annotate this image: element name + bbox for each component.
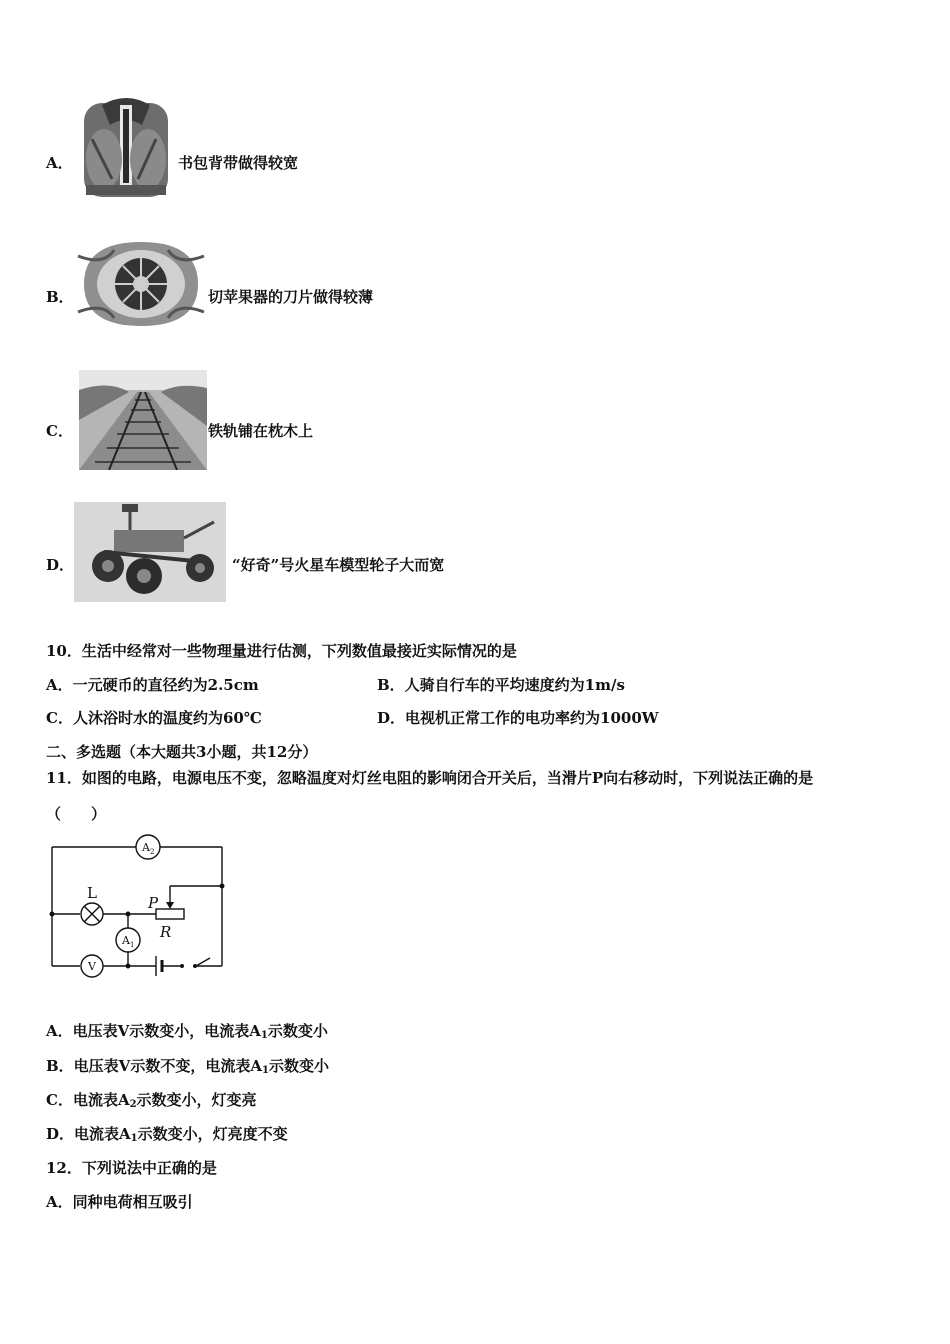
- slider-label: P: [148, 894, 159, 912]
- option-letter: D．: [46, 556, 75, 574]
- option-letter: C．: [46, 422, 73, 440]
- apple-slicer-image: [74, 236, 208, 332]
- option-b: B．电压表V示数不变，电流表$A_1$示数变小: [46, 1057, 329, 1076]
- a2-meter-label: A: [142, 841, 150, 854]
- answer-parentheses: （ ）: [46, 805, 107, 823]
- question-stem: 10．生活中经常对一些物理量进行估测，下列数值最接近实际情况的是: [46, 642, 517, 660]
- railway-image: [79, 370, 207, 470]
- a1-meter-label: A: [122, 934, 130, 947]
- section-heading: 二、多选题（本大题共3小题，共12分）: [46, 743, 318, 761]
- option-text: 铁轨铺在枕木上: [208, 422, 314, 440]
- option-a: A．同种电荷相互吸引: [46, 1193, 193, 1211]
- voltmeter-label: V: [88, 960, 96, 973]
- option-a: A．电压表V示数变小，电流表$A_1$示数变小: [46, 1022, 328, 1041]
- option-a: A．一元硬币的直径约为2.5cm: [46, 676, 259, 694]
- option-letter: B．: [46, 288, 74, 306]
- resistor-label: R: [160, 923, 172, 941]
- a2-meter-sub: 2: [150, 848, 155, 856]
- mars-rover-image: [74, 502, 226, 602]
- option-d: D．电视机正常工作的电功率约为1000W: [377, 709, 659, 727]
- option-letter: A．: [46, 154, 73, 172]
- backpack-image: [72, 95, 178, 201]
- option-text: 书包背带做得较宽: [178, 154, 299, 172]
- question-stem: 12．下列说法中正确的是: [46, 1159, 217, 1177]
- circuit-diagram: [44, 832, 234, 980]
- option-text: 切苹果器的刀片做得较薄: [208, 288, 374, 306]
- lamp-label: L: [87, 884, 97, 902]
- a1-meter-sub: 1: [130, 941, 135, 949]
- option-d: D．电流表$A_1$示数变小，灯亮度不变: [46, 1125, 288, 1144]
- option-c: C．电流表$A_2$示数变小，灯变亮: [46, 1091, 257, 1110]
- option-text: “好奇”号火星车模型轮子大而宽: [232, 556, 445, 574]
- question-stem: 11．如图的电路，电源电压不变，忽略温度对灯丝电阻的影响闭合开关后，当滑片P向右移动时，下列说法正确的是: [46, 769, 814, 787]
- option-b: B．人骑自行车的平均速度约为1m/s: [377, 676, 625, 694]
- option-c: C．人沐浴时水的温度约为60℃: [46, 709, 262, 727]
